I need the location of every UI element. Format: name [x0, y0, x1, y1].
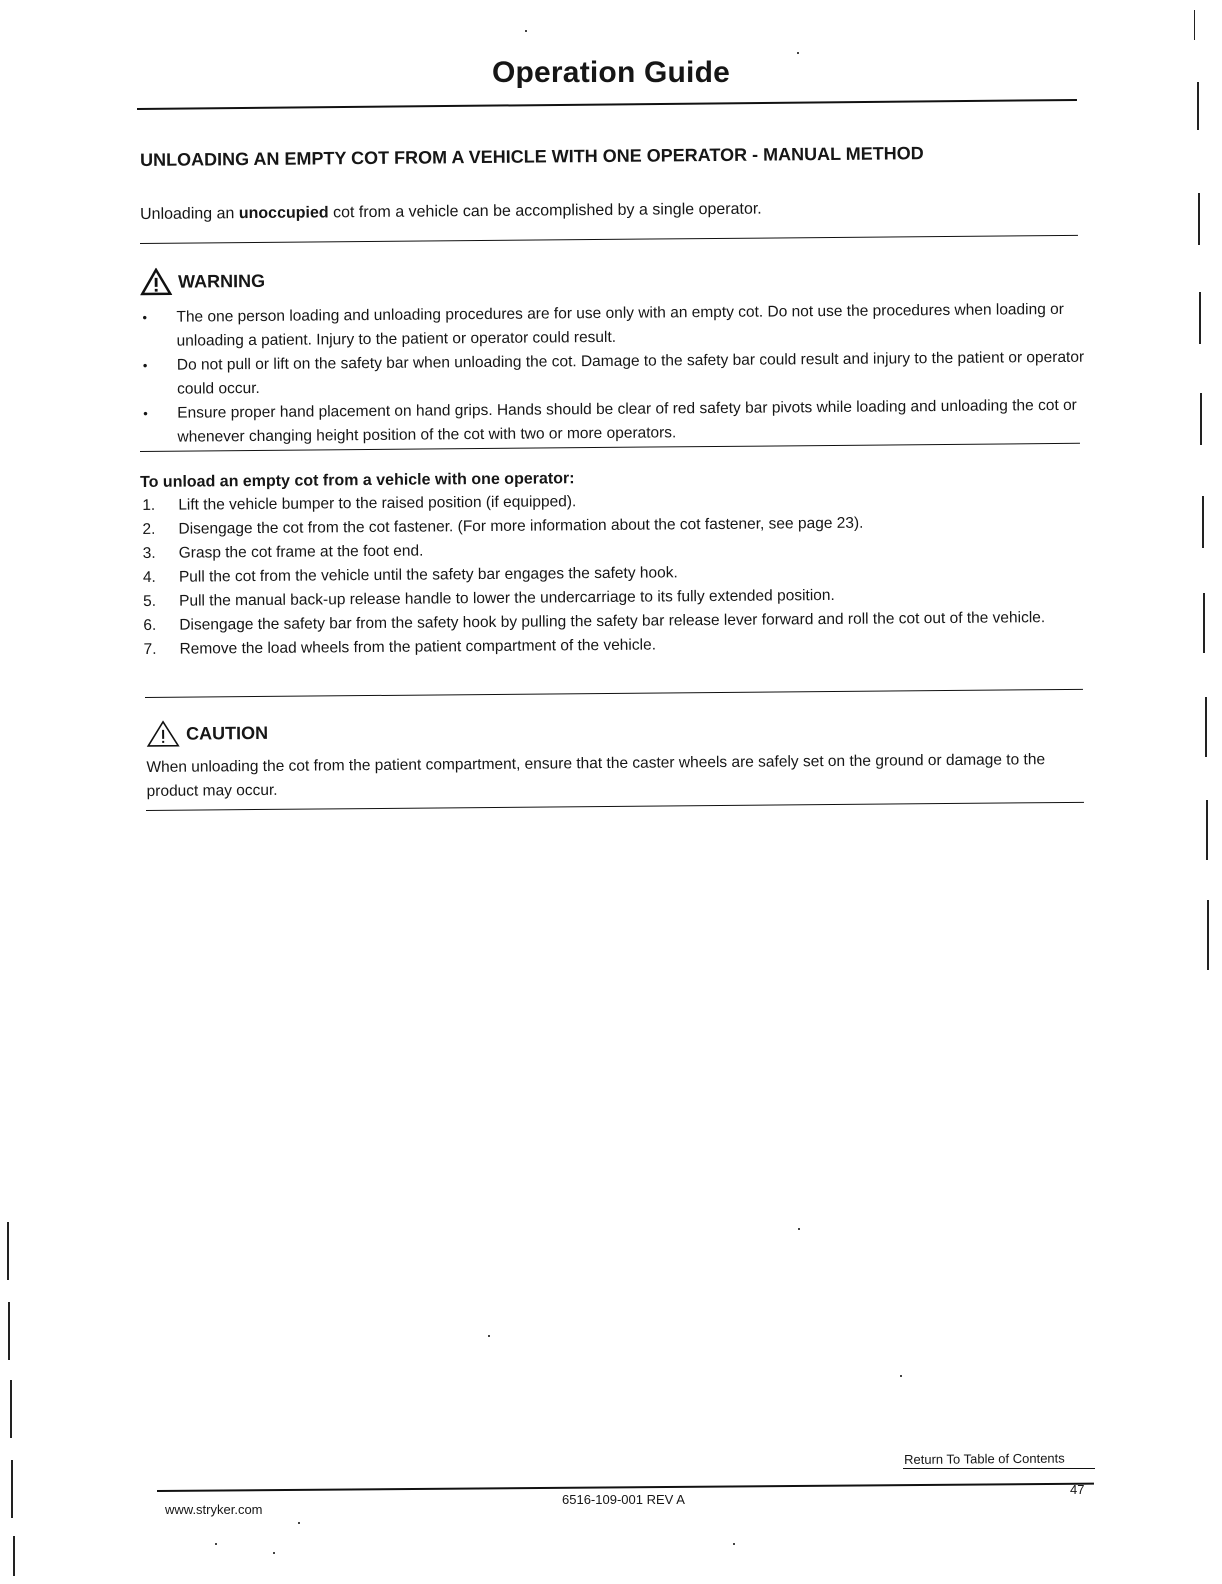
- step-number: 2.: [142, 520, 156, 538]
- return-to-toc-link[interactable]: Return To Table of Contents: [904, 1450, 1065, 1467]
- warning-label: WARNING: [178, 270, 266, 292]
- caution-triangle-icon: [146, 720, 180, 748]
- scan-edge-mark: [1202, 496, 1204, 548]
- warning-header: [140, 260, 1084, 296]
- scan-edge-mark: [1207, 900, 1209, 970]
- scan-edge-mark: [1199, 292, 1201, 344]
- title-rule: [137, 99, 1077, 110]
- caution-header: [146, 712, 1086, 748]
- scan-edge-mark: [7, 1222, 9, 1280]
- step-number: 1.: [142, 496, 156, 514]
- scan-speck: [298, 1522, 300, 1524]
- scan-edge-mark: [13, 1536, 15, 1576]
- caution-text: When unloading the cot from the patient compartment, ensure that the caster wheels are safely set on the ground or damage to the product may occur.: [146, 751, 1046, 800]
- scan-speck: [733, 1543, 735, 1545]
- step-number: 3.: [142, 544, 156, 562]
- footer-rule: [157, 1483, 1094, 1492]
- scan-edge-mark: [10, 1380, 12, 1438]
- caution-label: CAUTION: [186, 722, 269, 744]
- step-number: 7.: [143, 640, 157, 658]
- warning-item: • The one person loading and unloading procedures are for use only with an empty cot. Do not use the procedures when loading or unloading a patient. Injury to the patient or operator could result.: [140, 298, 1084, 354]
- scan-edge-mark: [1205, 697, 1207, 757]
- scan-speck: [798, 1228, 800, 1230]
- caution-rule: [146, 802, 1084, 811]
- section-heading: UNLOADING AN EMPTY COT FROM A VEHICLE WITH ONE OPERATOR - MANUAL METHOD: [140, 143, 924, 170]
- procedure-rule: [145, 689, 1083, 698]
- step-number: 5.: [143, 592, 157, 610]
- scan-edge-mark: [11, 1460, 13, 1518]
- scan-speck: [215, 1543, 217, 1545]
- footer-doc-number: 6516-109-001 REV A: [562, 1492, 685, 1507]
- caution-box: [146, 712, 1087, 804]
- scan-speck: [900, 1375, 902, 1377]
- scan-speck: [525, 30, 527, 32]
- warning-box: [140, 260, 1086, 450]
- step-text: Pull the cot from the vehicle until the safety bar engages the safety hook.: [178, 564, 678, 586]
- scan-edge-mark: [1197, 82, 1199, 130]
- step-number: 6.: [143, 616, 157, 634]
- page-title: Operation Guide: [491, 56, 731, 89]
- step-number: 4.: [142, 568, 156, 586]
- scan-edge-mark: [1198, 193, 1200, 245]
- page-number: 47: [1070, 1482, 1085, 1497]
- intro-text-emphasis: unoccupied: [238, 204, 329, 223]
- intro-text-start: Unloading an: [140, 205, 239, 223]
- warning-item: • Do not pull or lift on the safety bar when unloading the cot. Damage to the safety bar could result and injury to the patient or operator could occur.: [141, 346, 1085, 402]
- step-text: Disengage the safety bar from the safety hook by pulling the safety bar release lever forward and roll the cot out of the vehicle.: [179, 609, 1046, 634]
- intro-rule: [140, 235, 1078, 244]
- step-text: Pull the manual back-up release handle to lower the undercarriage to its fully extended position.: [179, 586, 835, 610]
- warning-list: [140, 298, 1085, 450]
- procedure-steps: [140, 486, 1085, 662]
- step-text: Lift the vehicle bumper to the raised position (if equipped).: [178, 493, 577, 514]
- warning-item: • Ensure proper hand placement on hand grips. Hands should be clear of red safety bar pivots while loading and unloading the cot or whenever changing height position of the cot with two or more operators.: [141, 394, 1085, 450]
- scan-edge-mark: [8, 1302, 10, 1360]
- intro-text: [140, 198, 1080, 224]
- step-text: Disengage the cot from the cot fastener. (For more information about the cot fastener, see page 23).: [178, 514, 864, 538]
- scan-speck: [488, 1335, 490, 1337]
- intro-text-end: cot from a vehicle can be accomplished by a single operator.: [328, 200, 762, 222]
- scan-edge-mark: [1200, 393, 1202, 445]
- toc-link-underline: [903, 1468, 1095, 1469]
- step-text: Remove the load wheels from the patient compartment of the vehicle.: [179, 636, 657, 658]
- warning-triangle-icon: [140, 268, 172, 296]
- procedure-section: [140, 466, 1086, 662]
- scan-speck: [273, 1552, 275, 1554]
- step-text: Grasp the cot frame at the foot end.: [178, 542, 424, 562]
- scan-edge-mark: [1203, 593, 1205, 653]
- scan-speck: [797, 52, 799, 54]
- procedure-title: To unload an empty cot from a vehicle with one operator:: [140, 470, 575, 491]
- footer-website: www.stryker.com: [165, 1502, 263, 1517]
- scan-edge-mark: [1206, 800, 1208, 860]
- scan-edge-mark: [1194, 10, 1195, 40]
